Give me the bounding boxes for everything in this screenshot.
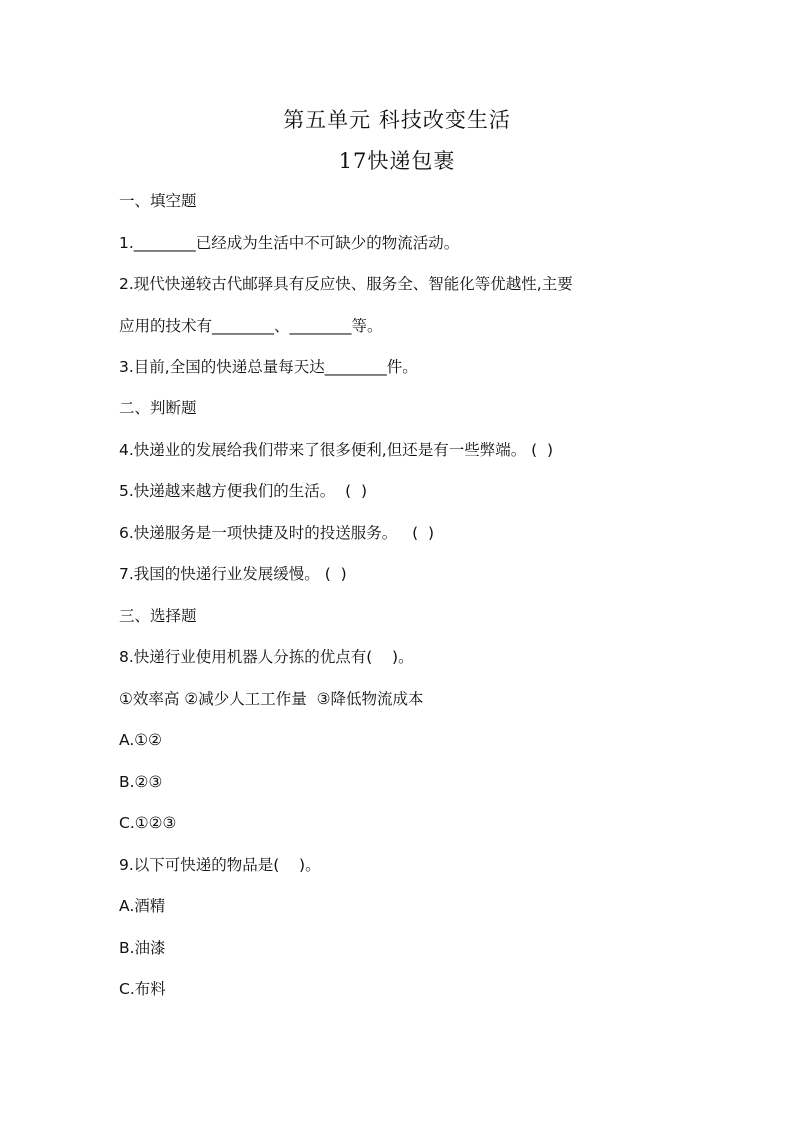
section-heading-choice: 三、选择题 — [119, 607, 197, 625]
question-9: 9.以下可快递的物品是( )。 — [119, 856, 321, 874]
question-9-option-b: B.油漆 — [119, 939, 166, 957]
question-8-option-c: C.①②③ — [119, 814, 177, 832]
unit-title: 第五单元 科技改变生活 — [283, 108, 511, 132]
question-8: 8.快递行业使用机器人分拣的优点有( )。 — [119, 648, 414, 666]
question-2-line-2: 应用的技术有________、________等。 — [119, 317, 383, 335]
question-5: 5.快递越来越方便我们的生活。 ( ) — [119, 482, 368, 500]
question-6: 6.快递服务是一项快捷及时的投送服务。 ( ) — [119, 524, 435, 542]
section-heading-judge: 二、判断题 — [119, 399, 197, 417]
question-2-line-1: 2.现代快递较古代邮驿具有反应快、服务全、智能化等优越性,主要 — [119, 275, 573, 293]
section-heading-fill-blank: 一、填空题 — [119, 192, 197, 210]
question-7: 7.我国的快递行业发展缓慢。 ( ) — [119, 565, 347, 583]
question-8-option-b: B.②③ — [119, 773, 163, 791]
question-8-items: ①效率高 ②减少人工工作量 ③降低物流成本 — [119, 690, 424, 708]
question-9-option-a: A.酒精 — [119, 897, 166, 915]
question-3: 3.目前,全国的快递总量每天达________件。 — [119, 358, 418, 376]
question-4: 4.快递业的发展给我们带来了很多便利,但还是有一些弊端。 ( ) — [119, 441, 554, 459]
lesson-title: 17快递包裹 — [338, 149, 456, 173]
question-8-option-a: A.①② — [119, 731, 163, 749]
question-1: 1.________已经成为生活中不可缺少的物流活动。 — [119, 234, 460, 252]
question-9-option-c: C.布料 — [119, 980, 166, 998]
